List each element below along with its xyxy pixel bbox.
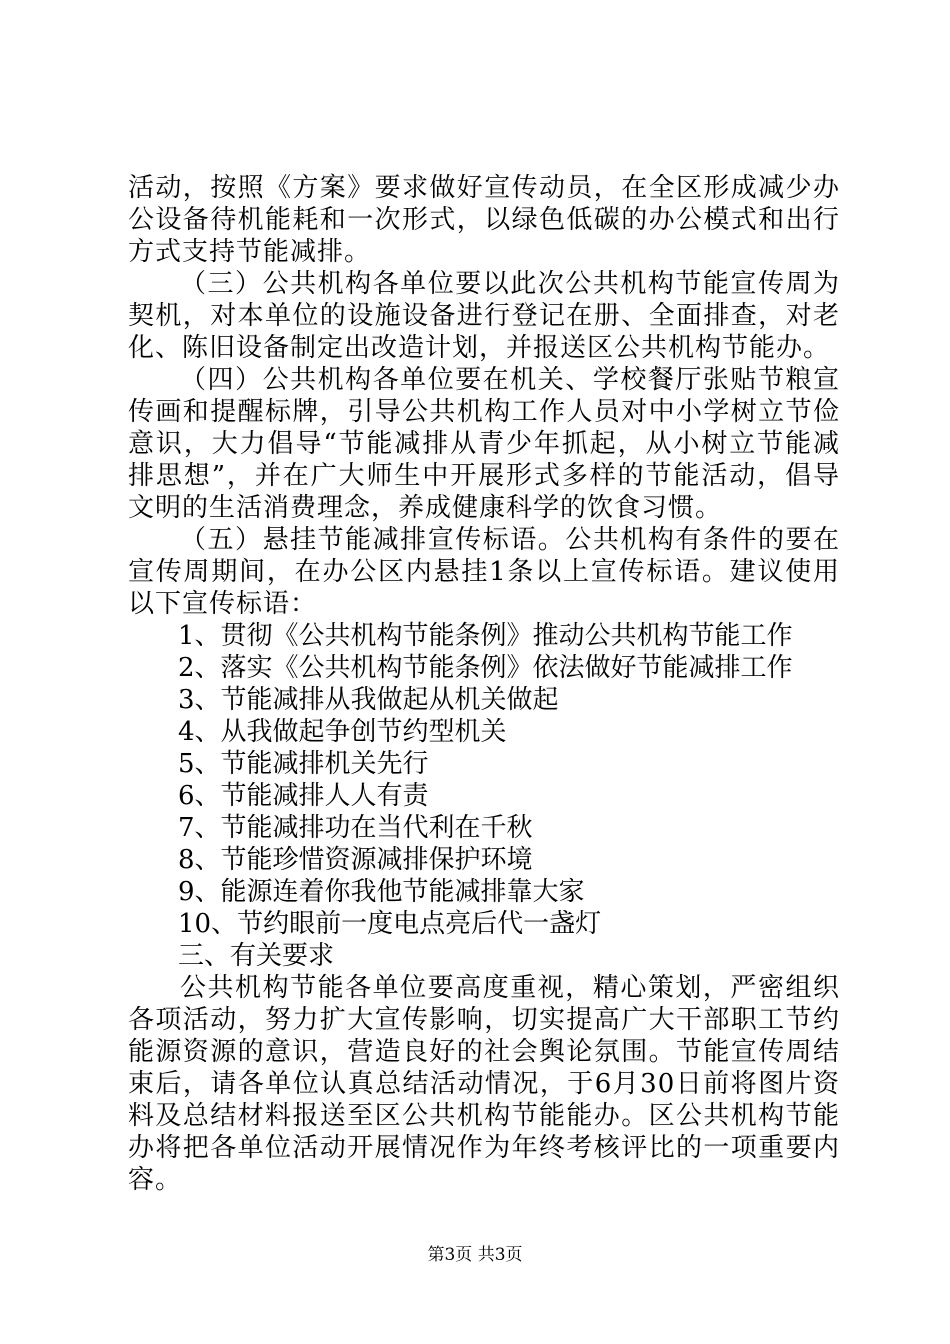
slogan-item: 5、节能减排机关先行 <box>178 749 429 779</box>
slogan-list <box>128 620 840 940</box>
slogan-item: 4、从我做起争创节约型机关 <box>178 717 507 747</box>
slogan-item: 3、节能减排从我做起从机关做起 <box>178 685 559 715</box>
paragraph-item-4: （四）公共机构各单位要在机关、学校餐厅张贴节粮宣传画和提醒标牌，引导公共机构工作人员对中小学树立节俭意识，大力倡导“节能减排从青少年抓起，从小树立节能减排思想”，并在广大师生中开展形式多样的节能活动，倡导文明的生活消费理念，养成健康科学的饮食习惯。 <box>128 365 840 523</box>
opening-paragraph: 活动，按照《方案》要求做好宣传动员，在全区形成减少办公设备待机能耗和一次形式，以绿色低碳的办公模式和出行方式支持节能减排。 <box>128 173 840 267</box>
slogan-item: 6、节能减排人人有责 <box>178 781 429 811</box>
section-heading: 三、有关要求 <box>178 941 335 971</box>
slogan-item: 10、节约眼前一度电点亮后代一盏灯 <box>178 909 602 939</box>
slogan-item: 2、落实《公共机构节能条例》依法做好节能减排工作 <box>178 653 793 683</box>
paragraph-item-5: （五）悬挂节能减排宣传标语。公共机构有条件的要在宣传周期间，在办公区内悬挂1条以上宣传标语。建议使用以下宣传标语： <box>128 525 840 619</box>
document-body <box>128 172 840 1196</box>
requirements-paragraph: 公共机构节能各单位要高度重视，精心策划，严密组织各项活动，努力扩大宣传影响，切实提高广大干部职工节约能源资源的意识，营造良好的社会舆论氛围。节能宣传周结束后，请各单位认真总结活动情况，于6月30日前将图片资料及总结材料报送至区公共机构节能能办。区公共机构节能办将把各单位活动开展情况作为年终考核评比的一项重要内容。 <box>128 973 840 1195</box>
page-footer: 第3页 共3页 <box>427 1245 523 1265</box>
slogan-item: 1、贯彻《公共机构节能条例》推动公共机构节能工作 <box>178 621 793 651</box>
slogan-item: 9、能源连着你我他节能减排靠大家 <box>178 877 585 907</box>
paragraph-item-3: （三）公共机构各单位要以此次公共机构节能宣传周为契机，对本单位的设施设备进行登记在册、全面排查，对老化、陈旧设备制定出改造计划，并报送区公共机构节能办。 <box>128 269 840 363</box>
slogan-item: 8、节能珍惜资源减排保护环境 <box>178 845 533 875</box>
slogan-item: 7、节能减排功在当代利在千秋 <box>178 813 533 843</box>
